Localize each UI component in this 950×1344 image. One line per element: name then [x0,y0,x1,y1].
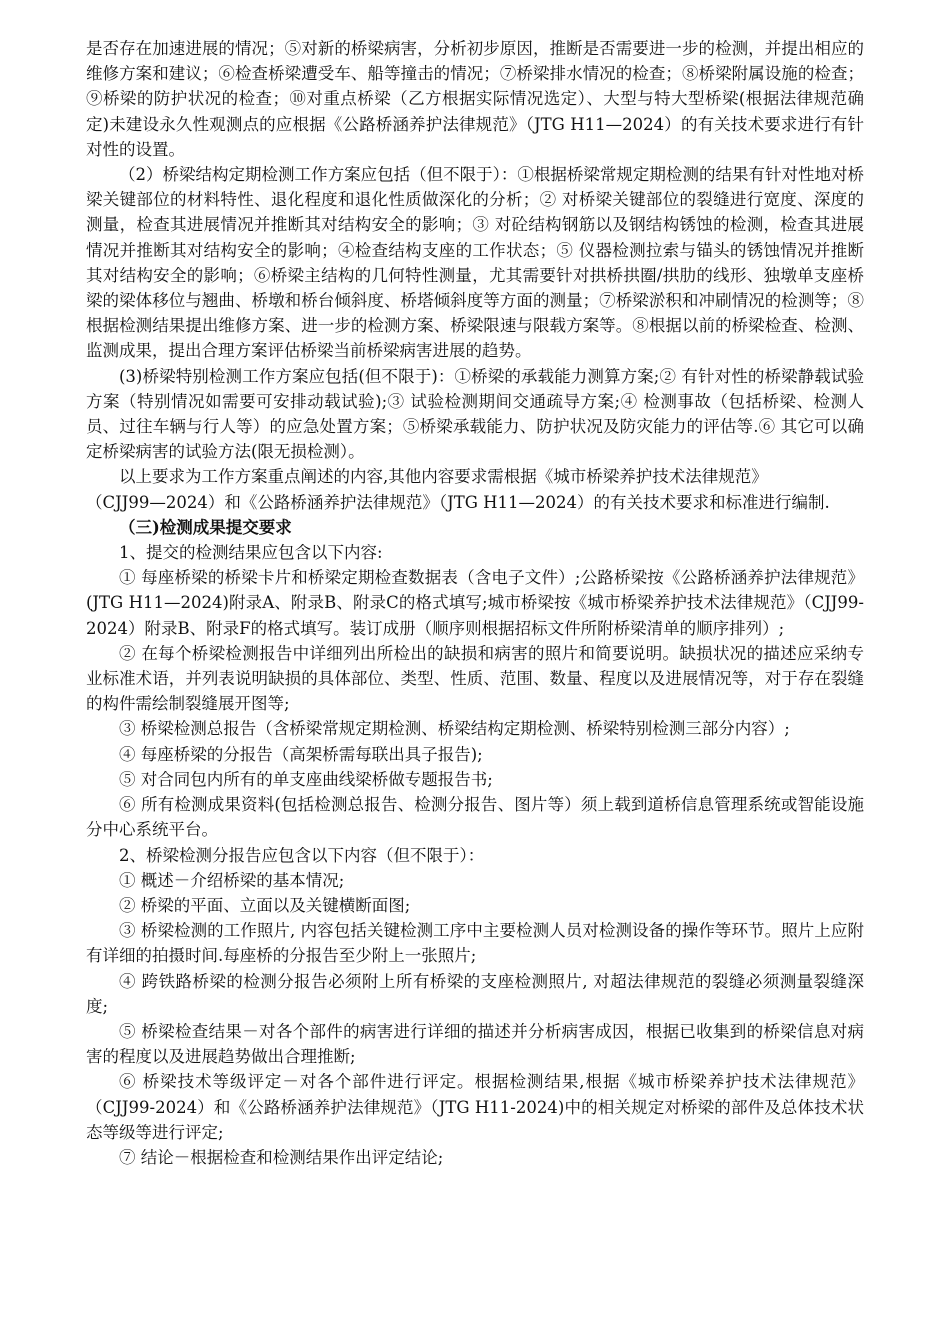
paragraph-special-inspection-plan: (3)桥梁特别检测工作方案应包括(但不限于)：①桥梁的承载能力测算方案;② 有针对性的桥梁静载试验方案（特别情况如需要可安排动载试验);③ 试验检测期间交通疏导方案;④ 检测事故（包括桥梁、检测人员、过往车辆与行人等）的应急处置方案；⑤桥梁承载能力、防护状况及防灾能力的评估等.⑥ 其它可以确定桥梁病害的试验方法(限无损检测）。 [86,366,864,462]
paragraph-requirements-standards: （CJJ99—2024）和《公路桥涵养护法律规范》（JTG H11—2024）的有关技术要求和标准进行编制. [86,492,830,512]
list-item: ④ 跨铁路桥梁的检测分报告必须附上所有桥梁的支座检测照片, 对超法律规范的裂缝必须测量裂缝深度; [86,971,864,1016]
paragraph-routine-inspection-continued: 是否存在加速进展的情况；⑤对新的桥梁病害，分析初步原因，推断是否需要进一步的检测，并提出相应的维修方案和建议；⑥检查桥梁遭受车、船等撞击的情况；⑦桥梁排水情况的检查；⑧桥梁附属设施的检查；⑨桥梁的防护状况的检查；⑩对重点桥梁（乙方根据实际情况选定）、大型与特大型桥梁(根据法律规范确定)未建设永久性观测点的应根据《公路桥涵养护法律规范》（JTG H11—2024）的有关技术要求进行有针对性的设置。 [86,39,864,159]
list-item: ⑤ 桥梁检查结果－对各个部件的病害进行详细的描述并分析病害成因，根据已收集到的桥梁信息对病害的程度以及进展趋势做出合理推断; [86,1021,864,1067]
list-heading-results-content: 1、提交的检测结果应包含以下内容: [119,543,383,563]
list-item: ③ 桥梁检测总报告（含桥梁常规定期检测、桥梁结构定期检测、桥梁特别检测三部分内容）; [119,719,790,739]
list-item: ① 概述－介绍桥梁的基本情况; [119,870,345,890]
document-page [86,36,864,1170]
paragraph-structural-inspection-plan: （2）桥梁结构定期检测工作方案应包括（但不限于）：①根据桥梁常规定期检测的结果有针对性地对桥梁关键部位的材料特性、退化程度和退化性质做深化的分析；② 对桥梁关键部位的裂缝进行宽度、深度的测量，检查其进展情况并推断其对结构安全的影响；③ 对砼结构钢筋以及钢结构锈蚀的检测，检查其进展情况并推断其对结构安全的影响；④检查结构支座的工作状态；⑤ 仪器检测拉索与锚头的锈蚀情况并推断其对结构安全的影响；⑥桥梁主结构的几何特性测量，尤其需要针对拱桥拱圈/拱肋的线形、独墩单支座桥梁的梁体移位与翘曲、桥墩和桥台倾斜度、桥塔倾斜度等方面的测量；⑦桥梁淤积和冲刷情况的检测等；⑧根据检测结果提出维修方案、进一步的检测方案、桥梁限速与限载方案等。⑧根据以前的桥梁检查、检测、监测成果，提出合理方案评估桥梁当前桥梁病害进展的趋势。 [86,165,864,361]
list-item: ① 每座桥梁的桥梁卡片和桥梁定期检查数据表（含电子文件）;公路桥梁按《公路桥涵养护法律规范》(JTG H11—2024)附录A、附录B、附录C的格式填写;城市桥梁按《城市桥梁养护技术法律规范》（CJJ99-2024）附录B、附录F的格式填写。装订成册（顺序则根据招标文件所附桥梁清单的顺序排列）; [86,568,864,638]
list-item: ② 桥梁的平面、立面以及关键横断面图; [119,895,411,915]
section-heading-results-submission: （三)检测成果提交要求 [119,517,292,537]
list-item: ⑤ 对合同包内所有的单支座曲线梁桥做专题报告书; [119,769,493,789]
list-item: ⑦ 结论－根据检查和检测结果作出评定结论; [119,1147,444,1167]
list-item: ③ 桥梁检测的工作照片, 内容包括关键检测工序中主要检测人员对检测设备的操作等环节。照片上应附有详细的拍摄时间.每座桥的分报告至少附上一张照片; [86,921,864,966]
list-item: ⑥ 桥梁技术等级评定－对各个部件进行评定。根据检测结果,根据《城市桥梁养护技术法律规范》（CJJ99-2024）和《公路桥涵养护法律规范》（JTG H11-2024)中的相关规定对桥梁的部件及总体技术状态等级等进行评定; [86,1072,864,1142]
list-item: ② 在每个桥梁检测报告中详细列出所检出的缺损和病害的照片和简要说明。缺损状况的描述应采纳专业标准术语，并列表说明缺损的具体部位、类型、性质、范围、数量、程度以及进展情况等，对于存在裂缝的构件需绘制裂缝展开图等; [86,643,864,714]
paragraph-requirements-summary: 以上要求为工作方案重点阐述的内容,其他内容要求需根据《城市桥梁养护技术法律规范》 [119,467,768,487]
list-item: ⑥ 所有检测成果资料(包括检测总报告、检测分报告、图片等）须上载到道桥信息管理系统或智能设施分中心系统平台。 [86,795,864,840]
list-item: ④ 每座桥梁的分报告（高架桥需每联出具子报告); [119,744,483,764]
list-heading-sub-report-content: 2、桥梁检测分报告应包含以下内容（但不限于）： [119,845,485,865]
